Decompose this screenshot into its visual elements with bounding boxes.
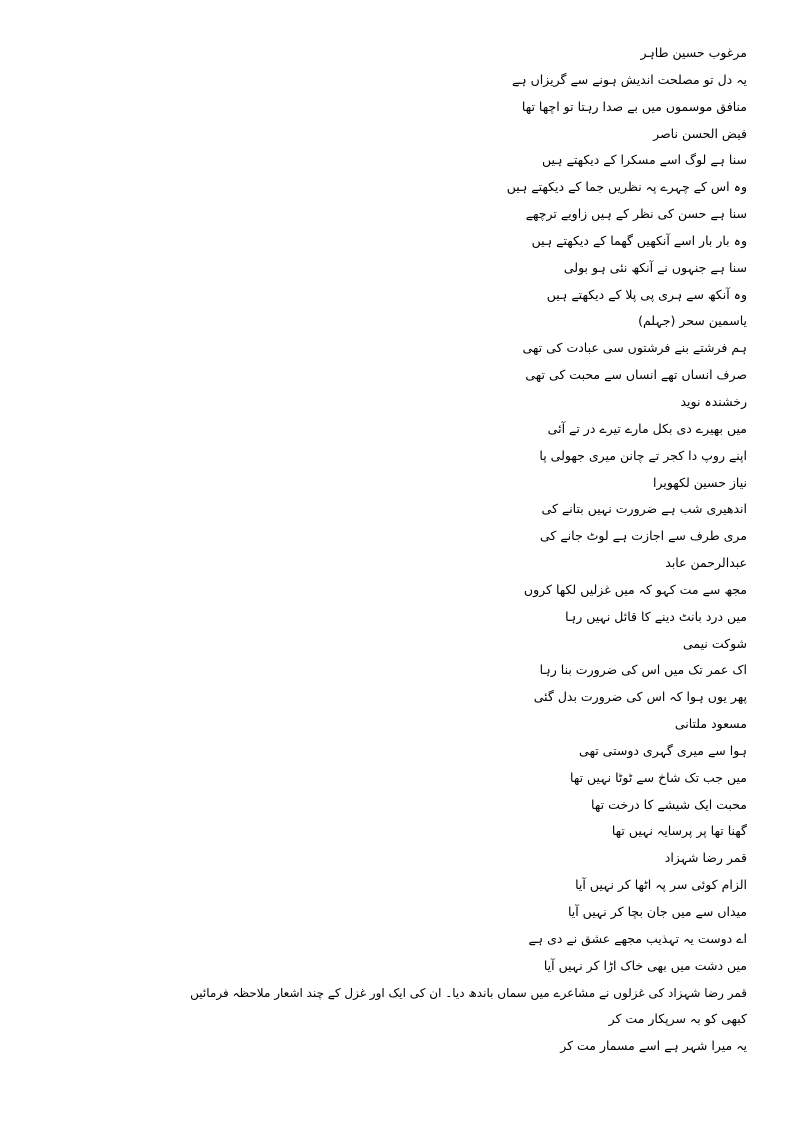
verse-line: وہ بار بار اسے آنکھیں گھما کے دیکھتے ہیں [531,232,747,248]
verse-line: میداں سے میں جان بچا کر نہیں آیا [567,904,747,919]
verse-line: الزام کوئی سر پہ اٹھا کر نہیں آیا [575,877,747,893]
prose-note: قمر رضا شہزاد کی غزلوں نے مشاعرے میں سماں باندھ دیا۔ ان کی ایک اور غزل کے چند اشعار ملاحظہ فرمائیں [190,985,747,1000]
poet-name: عبدالرحمن عابد [665,555,747,571]
verse-line: میں دشت میں بھی خاک اڑا کر نہیں آیا [543,957,747,973]
verse-line: میں جب تک شاخ سے ٹوٹا نہیں تھا [570,769,747,785]
verse-line: ہم فرشتے بنے فرشتوں سی عبادت کی تھی [522,340,747,356]
poet-name: قمر رضا شہزاد [664,850,747,866]
poet-name: نیاز حسین لکھویرا [653,474,747,490]
poetry-lines [47,40,747,1060]
verse-line: اے دوست یہ تہذیب مجھے عشق نے دی ہے [528,930,747,946]
poet-name: مسعود ملتانی [674,716,747,732]
verse-line: میں درد بانٹ دینے کا قائل نہیں رہا [565,608,747,624]
verse-line: یہ دل تو مصلحت اندیش ہونے سے گریزاں ہے [511,71,747,87]
poet-name: مرغوب حسین طاہر [640,45,747,60]
verse-line: کبھی کو بہ سرپکار مت کر [608,1011,747,1027]
verse-line: گھنا تھا پر پرسایہ نہیں تھا [611,823,747,839]
verse-line: منافق موسموں میں بے صدا رہتا تو اچھا تھا [521,98,747,114]
verse-line: یہ میرا شہر ہے اسے مسمار مت کر [560,1038,747,1054]
verse-line: پھر یوں ہوا کہ اس کی ضرورت بدل گئی [533,689,747,705]
verse-line: صرف انساں تھے انساں سے محبت کی تھی [525,367,747,383]
verse-line: اندھیری شب ہے ضرورت نہیں بتانے کی [541,501,747,517]
verse-line: ہوا سے میری گہری دوستی تھی [579,742,747,758]
verse-line: میں بھیرے دی بکل مارے تیرے در تے آئی [547,420,747,436]
poet-name: رخشندہ نوید [680,393,747,409]
poet-name: یاسمین سحر (جہلم) [638,313,747,329]
verse-line: محبت ایک شیشے کا درخت تھا [591,796,747,812]
verse-line: اک عمر تک میں اس کی ضرورت بنا رہا [539,662,747,678]
verse-line: سنا ہے حسن کی نظر کے ہیں زاویے ترچھے [525,206,747,222]
verse-line: مجھ سے مت کہو کہ میں غزلیں لکھا کروں [523,581,747,597]
verse-line: وہ آنکھ سے ہری پی پلا کے دیکھتے ہیں [546,286,747,302]
poet-name: فیض الحسن ناصر [653,125,747,141]
verse-line: سنا ہے لوگ اسے مسکرا کے دیکھتے ہیں [541,152,747,168]
poet-name: شوکت نیمی [682,635,747,651]
verse-line: سنا ہے جنہوں نے آنکھ نئی ہو بولی [563,259,747,275]
verse-line: وہ اس کے چہرے پہ نظریں جما کے دیکھتے ہیں [506,179,747,195]
verse-line: مری طرف سے اجازت ہے لوٹ جانے کی [540,528,747,544]
verse-line: اپنے روپ دا کجر تے چانن میری جھولی پا [539,447,747,463]
